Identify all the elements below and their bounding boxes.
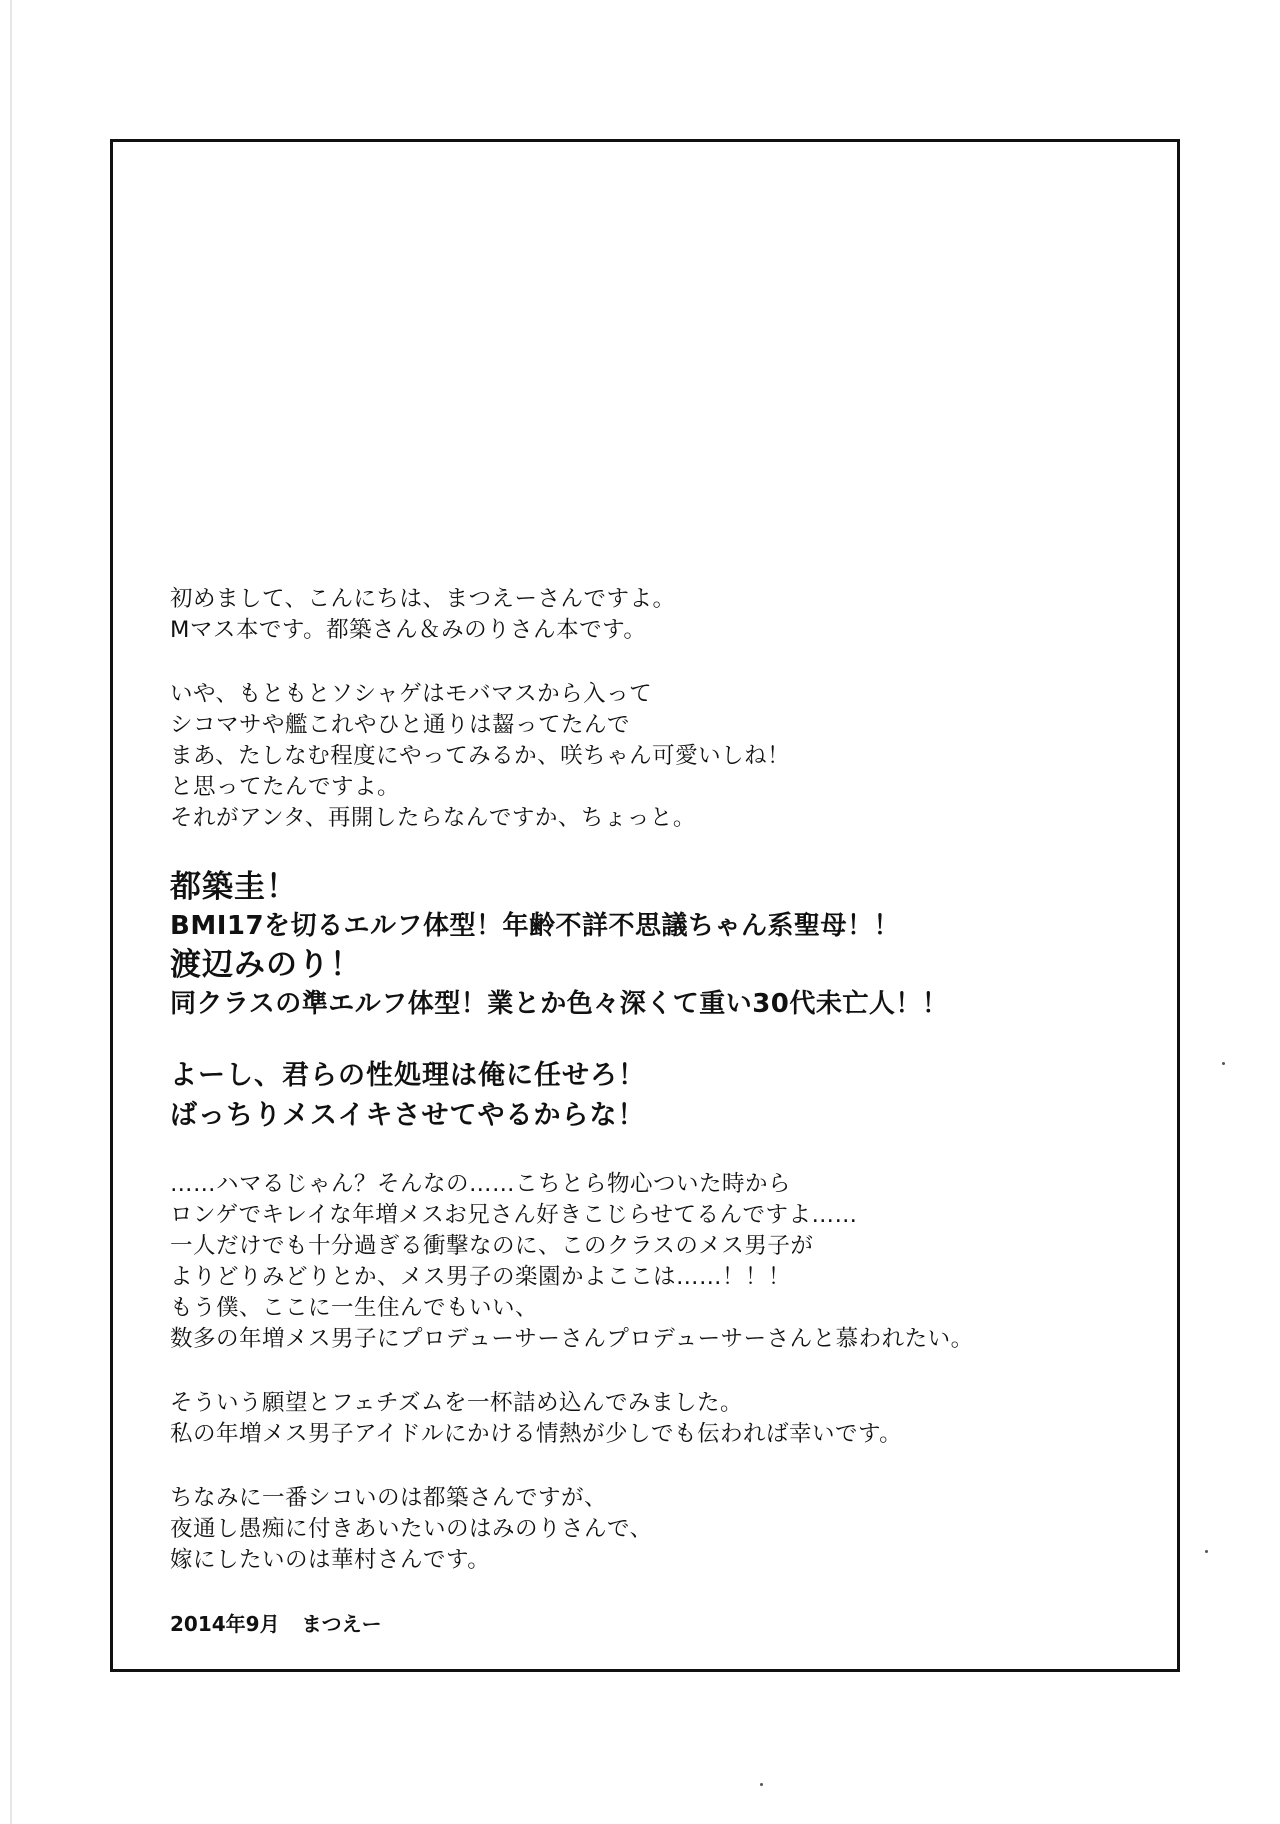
page-frame	[110, 139, 1180, 1672]
greeting-paragraph	[170, 584, 1150, 646]
text-line: 嫁にしたいのは華村さんです。	[170, 1547, 491, 1573]
wishes-paragraph	[170, 1388, 1150, 1450]
signature	[170, 1609, 1150, 1639]
scan-speck	[1205, 1550, 1208, 1553]
character-name: 渡辺みのり！	[170, 947, 362, 983]
shout-paragraph	[170, 1056, 1150, 1136]
enthusiasm-paragraph	[170, 1169, 1150, 1355]
text-line: ……ハマるじゃん？そんなの……こちとら物心ついた時から	[170, 1171, 792, 1197]
character-name: 都築圭！	[170, 869, 298, 905]
text-line: それがアンタ、再開したらなんですか、ちょっと。	[170, 805, 696, 831]
text-line: ちなみに一番シコいのは都築さんですが、	[170, 1485, 608, 1511]
text-line: まあ、たしなむ程度にやってみるか、咲ちゃん可愛いしね！	[170, 743, 791, 769]
scan-speck	[1222, 1062, 1225, 1065]
text-line: 一人だけでも十分過ぎる衝撃なのに、このクラスのメス男子が	[170, 1233, 814, 1259]
text-line: 数多の年増メス男子にプロデューサーさんプロデューサーさんと慕われたい。	[170, 1326, 974, 1352]
character-description: 同クラスの準エルフ体型！業とか色々深くて重い30代未亡人！！	[170, 989, 949, 1019]
text-line: 夜通し愚痴に付きあいたいのはみのりさんで、	[170, 1516, 653, 1542]
text-line: Mマス本です。都築さん＆みのりさん本です。	[170, 617, 647, 643]
text-line: 私の年増メス男子アイドルにかける情熱が少しでも伝われば幸いです。	[170, 1421, 903, 1447]
scan-speck	[760, 1783, 763, 1786]
character-intro	[170, 867, 1150, 1023]
text-line: シコマサや艦これやひと通りは齧ってたんで	[170, 712, 631, 738]
background-paragraph	[170, 679, 1150, 834]
closing-paragraph	[170, 1483, 1150, 1576]
text-line: よりどりみどりとか、メス男子の楽園かよここは……！！！	[170, 1264, 792, 1290]
signature-date: 2014年9月	[170, 1612, 280, 1636]
page-edge	[10, 0, 12, 1824]
text-line: と思ってたんですよ。	[170, 774, 401, 800]
text-line: ロンゲでキレイな年増メスお兄さん好きこじらせてるんですよ……	[170, 1202, 858, 1228]
text-line: ばっちりメスイキさせてやるからな！	[170, 1100, 646, 1131]
afterword-text	[170, 584, 1150, 1639]
text-line: いや、もともとソシャゲはモバマスから入って	[170, 681, 653, 707]
text-line: そういう願望とフェチズムを一杯詰め込んでみました。	[170, 1390, 743, 1416]
text-line: よーし、君らの性処理は俺に任せろ！	[170, 1060, 646, 1091]
text-line: 初めまして、こんにちは、まつえーさんですよ。	[170, 586, 676, 612]
signature-author: まつえー	[301, 1612, 382, 1636]
character-description: BMI17を切るエルフ体型！年齢不詳不思議ちゃん系聖母！！	[170, 911, 901, 941]
text-line: もう僕、ここに一生住んでもいい、	[170, 1295, 539, 1321]
